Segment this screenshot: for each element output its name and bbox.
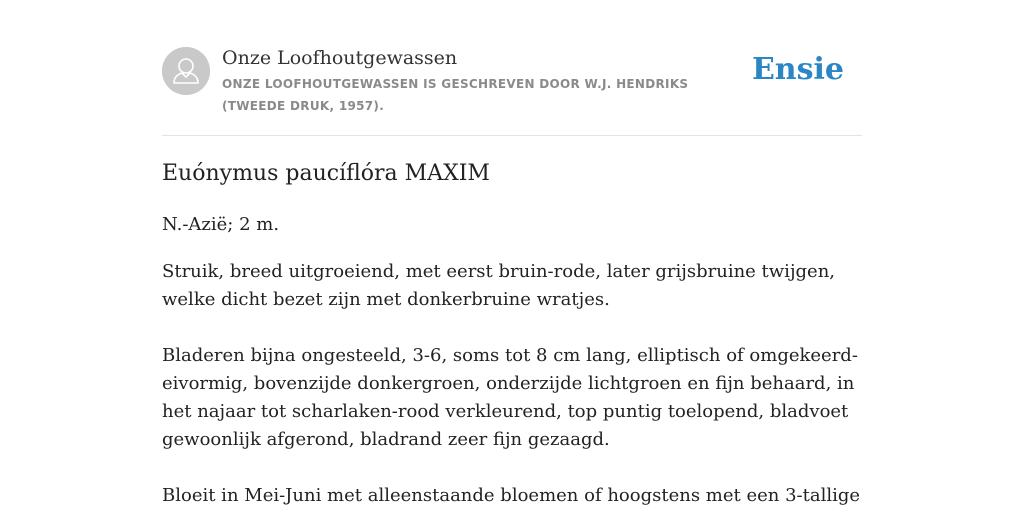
publication-title[interactable]: Onze Loofhoutgewassen bbox=[222, 47, 458, 69]
page-container bbox=[162, 0, 862, 506]
user-icon[interactable] bbox=[162, 47, 210, 95]
entry-origin: N.-Azië; 2 m. bbox=[162, 214, 280, 235]
entry-paragraph: Bloeit in Mei-Juni met alleenstaande bloemen of hoogstens met een 3-tallige bbox=[162, 485, 861, 506]
entry-paragraph: Struik, breed uitgroeiend, met eerst bruin-rode, later grijsbruine twijgen, welke dicht bezet zijn met donkerbruine wratjes. bbox=[162, 261, 836, 310]
entry-paragraph: Bladeren bijna ongesteeld, 3-6, soms tot 8 cm lang, elliptisch of omgekeerd-eivormig, bovenzijde donkergroen, onderzijde lichtgroen en fijn behaard, in het najaar tot scharlaken-rood verkleurend, top puntig toelopend, bladvoet gewoonlijk afgerond, bladrand zeer fijn gezaagd. bbox=[162, 345, 858, 450]
publication-header bbox=[162, 0, 862, 136]
entry-body bbox=[162, 211, 862, 510]
entry-title: Euónymus paucíflóra MAXIM bbox=[162, 161, 490, 186]
ensie-logo[interactable]: Ensie bbox=[751, 52, 844, 87]
publication-description: ONZE LOOFHOUTGEWASSEN IS GESCHREVEN DOOR W.J. HENDRIKS (TWEEDE DRUK, 1957). bbox=[222, 77, 689, 113]
publication-info bbox=[222, 45, 752, 117]
